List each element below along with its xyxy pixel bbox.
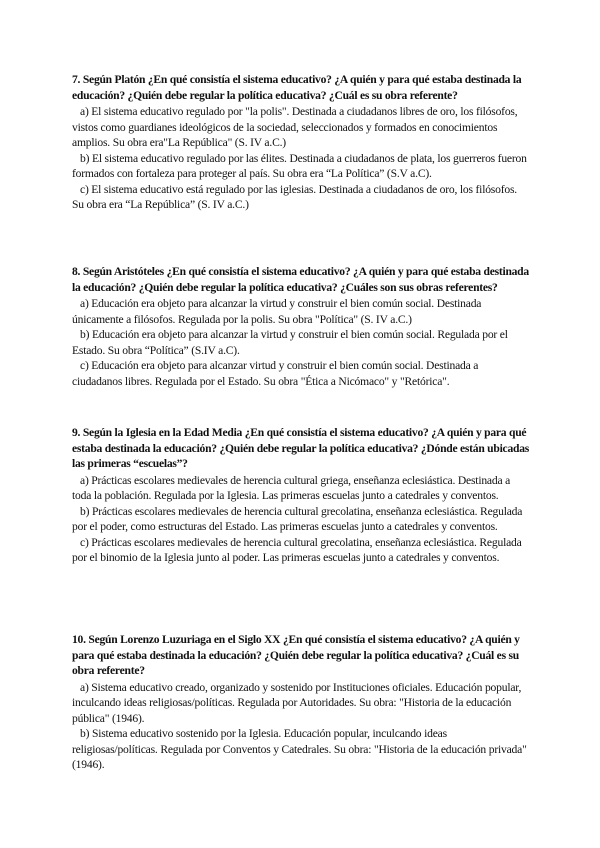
question-title: 7. Según Platón ¿En qué consistía el sistema educativo? ¿A quién y para qué estaba destinada la educación? ¿Quién debe regular la política educativa? ¿Cuál es su obra referente? <box>72 73 522 102</box>
answer-option-c: c) El sistema educativo está regulado por las iglesias. Destinada a ciudadanos de oro, los filósofos. Su obra era “La República” (S. IV a.C.) <box>72 182 517 211</box>
answer-option-c: c) Prácticas escolares medievales de herencia cultural grecolatina, enseñanza eclesiástica. Regulada por el binomio de la Iglesia junto al poder. Las primeras escuelas junto a catedrales y conventos. <box>72 535 522 564</box>
question-8 <box>72 264 530 389</box>
answer-option-b: b) Sistema educativo sostenido por la Iglesia. Educación popular, inculcando ideas religiosas/políticas. Regulada por Conventos y Catedrales. Su obra: "Historia de la educación privada" (1946). <box>72 727 527 771</box>
answer-option-b: b) Prácticas escolares medievales de herencia cultural grecolatina, enseñanza eclesiástica. Regulada por el poder, como estructuras del Estado. Las primeras escuelas junto a catedrales y conventos. <box>72 504 523 533</box>
question-7 <box>72 72 530 213</box>
answer-option-b: b) El sistema educativo regulado por las élites. Destinada a ciudadanos de plata, los guerreros fueron formados con fortaleza para proteger al país. Su obra era “La Política” (S.V a.C). <box>72 151 527 180</box>
answer-option-c: c) Educación era objeto para alcanzar virtud y construir el bien común social. Destinada a ciudadanos libres. Regulada por el Estado. Su obra "Ética a Nicómaco" y "Retórica". <box>72 359 479 388</box>
answer-option-b: b) Educación era objeto para alcanzar la virtud y construir el bien común social. Regulada por el Estado. Su obra “Política” (S.IV a.C). <box>72 328 508 357</box>
question-title: 9. Según la Iglesia en la Edad Media ¿En qué consistía el sistema educativo? ¿A quién y para qué estaba destinada la educación? ¿Quién debe regular la política educativa? ¿Dónde están ubicadas las primeras “escuelas”? <box>72 426 529 470</box>
question-title: 10. Según Lorenzo Luzuriaga en el Siglo XX ¿En qué consistía el sistema educativo? ¿A quién y para qué estaba destinada la educación? ¿Quién debe regular la política educativa? ¿Cuál es su obra referente? <box>72 633 520 677</box>
answer-option-a: a) Prácticas escolares medievales de herencia cultural griega, enseñanza eclesiástica. Destinada a toda la población. Regulada por la Iglesia. Las primeras escuelas junto a catedrales y conventos. <box>72 473 511 502</box>
question-9 <box>72 425 530 566</box>
answer-option-a: a) Educación era objeto para alcanzar la virtud y construir el bien común social. Destinada únicamente a filósofos. Regulada por la polis. Su obra "Política" (S. IV a.C.) <box>72 297 482 326</box>
question-10 <box>72 632 530 773</box>
question-title: 8. Según Aristóteles ¿En qué consistía el sistema educativo? ¿A quién y para qué estaba destinada la educación? ¿Quién debe regular la política educativa? ¿Cuáles son sus obras referentes? <box>72 265 529 294</box>
answer-option-a: a) El sistema educativo regulado por "la polis". Destinada a ciudadanos libres de oro, los filósofos, vistos como guardianes ideológicos de la sociedad, seleccionados y formados en conocimientos amplios. Su obra era"La República" (S. IV a.C.) <box>72 105 518 149</box>
answer-option-a: a) Sistema educativo creado, organizado y sostenido por Instituciones oficiales. Educación popular, inculcando ideas religiosas/políticas. Regulada por Autoridades. Su obra: "Historia de la educación pública" (1946). <box>72 680 522 725</box>
